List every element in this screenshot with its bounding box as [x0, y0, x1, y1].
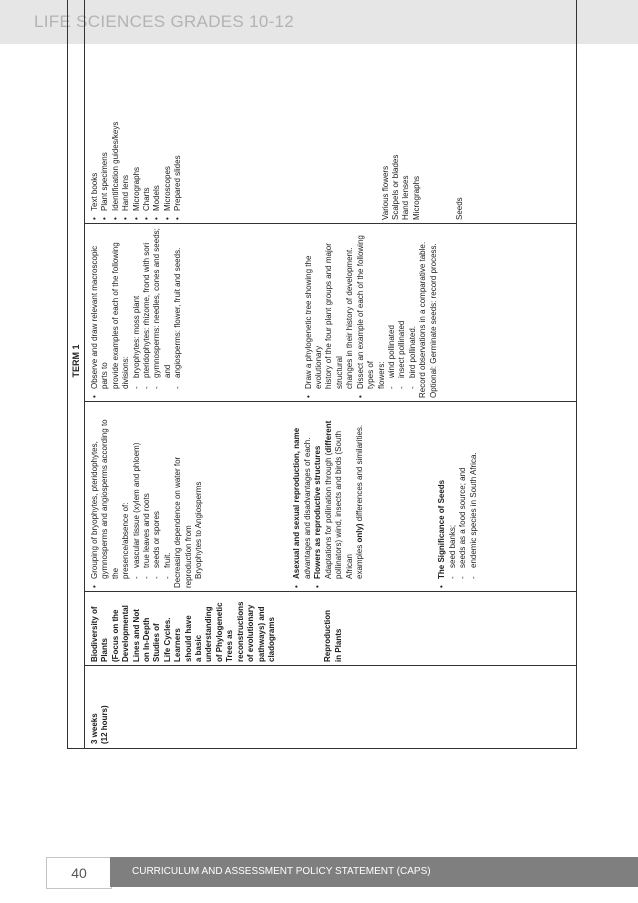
resource-item: • Text books: [90, 0, 100, 220]
topic-line: Studies of: [152, 623, 162, 662]
content-bold-text: only): [354, 523, 364, 543]
topic-line: Life Cycles.: [162, 617, 172, 662]
topic-line: (Focus on the: [110, 609, 120, 662]
resource-item: Various flowers: [380, 165, 390, 220]
duration-weeks: 3 weeks: [90, 713, 99, 744]
resource-item: • Plant specimens: [100, 0, 110, 220]
activity-dash-item: - bird pollinated.: [408, 228, 418, 398]
content-cell: [90, 418, 479, 588]
adaptations-line: [324, 418, 334, 588]
topic-line: Learners: [173, 628, 183, 662]
topic-line: Biodiversity of: [90, 606, 99, 662]
content-line: • Grouping of bryophytes, pteridophytes,: [90, 441, 99, 579]
resources-cell: [90, 0, 466, 220]
content-line: • Flowers as reproductive structures: [313, 445, 323, 579]
column-divider: [85, 401, 576, 402]
footer-caption: CURRICULUM AND ASSESSMENT POLICY STATEMENT (CAPS): [110, 857, 638, 887]
content-bold-text: different: [323, 420, 333, 453]
content-dash-item: - seeds as a food source; and: [458, 418, 468, 588]
content-line: • The Significance of Seeds: [437, 479, 447, 579]
content-dash-item: - fruit.: [163, 418, 173, 588]
content-line: advantages and disadvantages of each.: [302, 437, 312, 579]
topic-cell: [90, 597, 344, 662]
topic-line: pathways) and: [256, 606, 266, 662]
activity-line: • Dissect an example of each of the following types of: [355, 235, 376, 389]
content-text: Adaptations for pollination through (: [323, 452, 333, 579]
content-dash-item: - endemic species in South Africa.: [469, 418, 479, 588]
flowers-bullet: [313, 418, 323, 588]
resource-item: • Prepared slides: [173, 0, 183, 220]
seeds-bullet: [437, 418, 447, 588]
content-line: gymnosperms and angiosperms according to the: [100, 419, 120, 579]
resource-item: • Hand lens: [121, 0, 131, 220]
content-dash-item: - vascular tissue (xylem and phloem): [132, 418, 142, 588]
grouping-bullet: [90, 418, 132, 588]
column-divider: [85, 591, 576, 592]
topic-line: should have: [183, 615, 193, 662]
term-heading: TERM 1: [67, 0, 85, 749]
content-text: differences and similarities.: [354, 424, 364, 524]
topic-line: Lines and Not: [131, 609, 141, 662]
topic-line: a basic: [194, 634, 204, 662]
resource-item: Seeds: [455, 197, 465, 220]
topic-line: cladograms: [266, 617, 276, 662]
phylo-bullet: [304, 228, 356, 398]
curriculum-table: [85, 0, 577, 749]
activity-line: history of the four plant groups and major structural: [324, 243, 344, 389]
column-divider: [85, 223, 576, 224]
page-number: 40: [46, 857, 112, 889]
resource-item: • Micrographs: [132, 0, 142, 220]
content-dash-item: - true leaves and roots: [142, 418, 152, 588]
content-dash-item: - seeds or spores: [152, 418, 162, 588]
resource-item: • Models: [152, 0, 162, 220]
content-line: presence/absence of:: [121, 502, 131, 579]
activity-line: • Draw a phylogenetic tree showing the evolutionary: [303, 255, 324, 389]
topic-line: Reproduction: [323, 610, 333, 662]
content-line: pollinators) wind, insects and birds (South African: [334, 430, 354, 579]
column-divider: [85, 665, 576, 666]
activity-dash-item: - bryophytes: moss plant: [132, 228, 142, 398]
content-text: examples: [354, 542, 364, 579]
activity-line: Optional: Germinate seeds: record process.: [428, 243, 438, 398]
header-title: LIFE SCIENCES GRADES 10-12: [34, 12, 295, 31]
activity-line: provide examples of each of the following divisions:: [110, 242, 131, 389]
topic-line: of evolutionary: [246, 604, 256, 662]
topic-line: on In-Depth: [142, 617, 152, 662]
activity-dash-item: - insect pollinated: [397, 228, 407, 398]
activity-dash-item: - angiosperms: flower, fruit and seeds.: [173, 228, 183, 398]
activity-dash-item: - gymnosperms: needles, cones and seeds; and: [152, 228, 173, 398]
topic-line: Developmental: [121, 605, 131, 662]
activity-line: changes in their history of development.: [345, 247, 355, 389]
content-line: • Asexual and sexual reproduction, name: [292, 427, 302, 579]
activity-line: Record observations in a comparative table.: [418, 241, 428, 398]
activity-line: flowers:: [376, 361, 386, 389]
content-line: Decreasing dependence on water for reproduction from: [173, 456, 193, 588]
resource-item: Scalpels or blades: [391, 154, 401, 220]
activity-line: • Observe and draw relevant macroscopic parts to: [90, 245, 110, 389]
duration-hours: (12 hours): [100, 705, 110, 744]
asexual-bullet: [292, 418, 313, 588]
rotated-table: [67, 0, 577, 749]
adaptations-line: [355, 418, 365, 588]
content-dash-item: - seed banks;: [448, 418, 458, 588]
content-line: Bryophytes to Angiosperms: [194, 481, 204, 579]
topic-line: of Phylogenetic: [214, 602, 224, 662]
resource-item: • Charts: [142, 0, 152, 220]
activity-dash-item: - wind pollinated: [387, 228, 397, 398]
resource-item: • Identification guides/keys: [111, 0, 121, 220]
topic-line: Plants: [100, 637, 110, 662]
topic-line: reconstructions: [235, 601, 245, 662]
topic-line: understanding: [204, 606, 214, 662]
topic-line: Trees as: [225, 629, 235, 662]
resource-item: • Microscopes: [163, 0, 173, 220]
observe-bullet: [90, 228, 132, 398]
activities-cell: [90, 228, 439, 398]
resource-item: Micrographs: [411, 175, 421, 220]
resource-item: Hand lenses: [401, 175, 411, 220]
topic-line: in Plants: [333, 628, 343, 662]
dissect-bullet: [356, 228, 387, 398]
activity-dash-item: - pteridophytes: rhizome, frond with sori: [142, 228, 152, 398]
duration-cell: [90, 669, 111, 744]
